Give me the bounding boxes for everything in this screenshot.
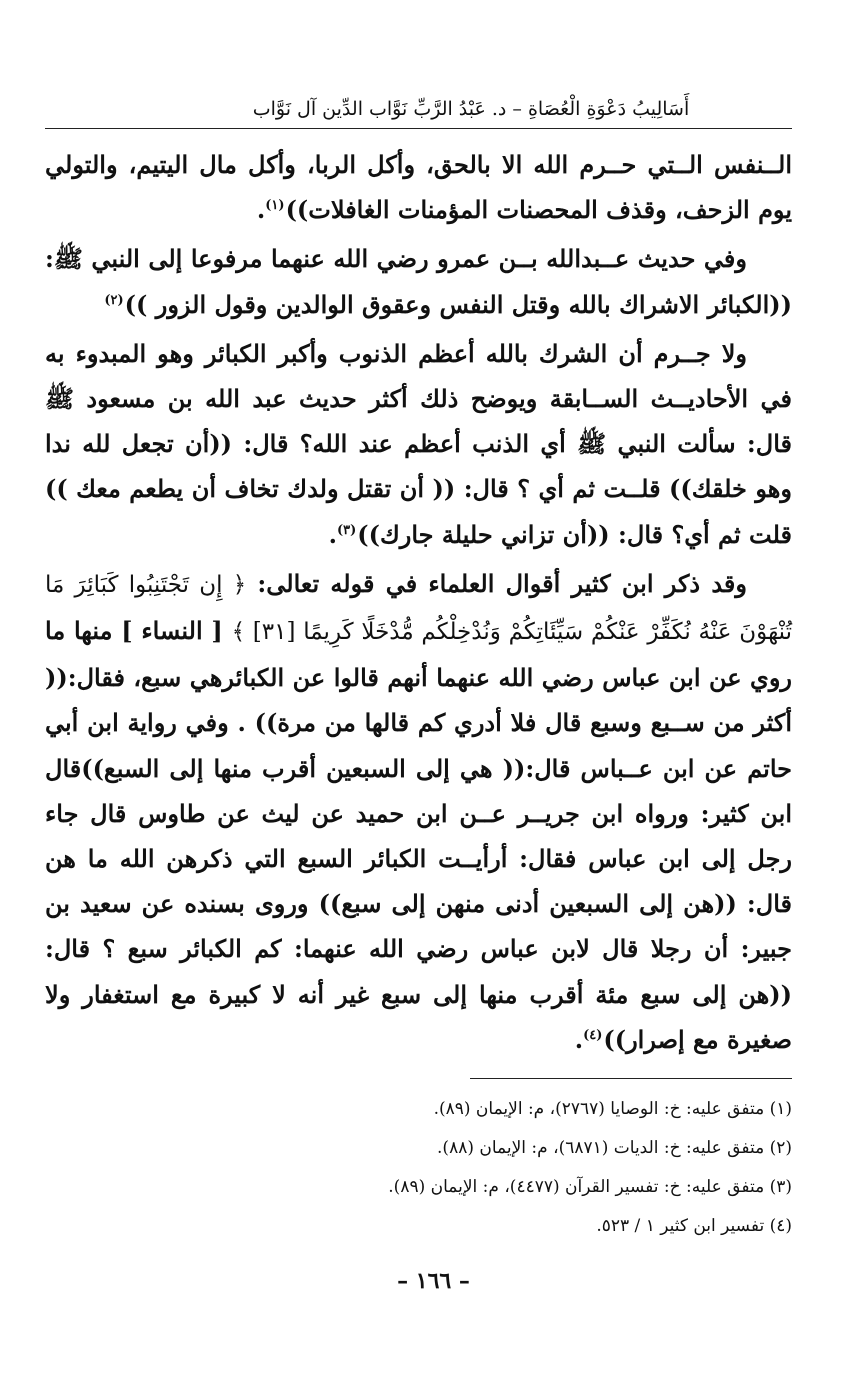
footnote-divider	[470, 1078, 792, 1079]
paragraph-3	[45, 331, 792, 557]
paragraph-1	[45, 142, 792, 232]
running-header: أَسَالِيبُ دَعْوَةِ الْعُصَاةِ – د. عَبْدُ الرَّبِّ نَوَّاب الدِّين آل نَوَّاب	[252, 98, 690, 120]
footnotes	[45, 1090, 792, 1246]
paragraph-4-intro: وقد ذكر ابن كثير أقوال العلماء في قوله تعالى:	[246, 568, 747, 598]
footnote-ref-3: (٣)	[336, 522, 357, 538]
footnote-ref-4: (٤)	[583, 1027, 603, 1043]
paragraph-3-text: ولا جــرم أن الشرك بالله أعظم الذنوب وأكبر الكبائر وهو المبدوء به في الأحاديــث الســابقة ويوضح ذلك أكثر حديث عبد الله بن مسعود ﷺ قال: سألت النبي ﷺ أي الذنب أعظم عند الله؟ قال: ((أن تجعل لله ندا وهو خلقك)) قلــت ثم أي ؟ قال: (( أن تقتل ولدك تخاف أن يطعم معك )) قلت ثم أي؟ قال: ((أن تزاني حليلة جارك))	[45, 338, 792, 549]
paragraph-3-end: .	[328, 519, 337, 549]
footnote-ref-1: (١)	[265, 198, 285, 214]
paragraph-4-text: [ النساء ] منها ما روي عن ابن عباس رضي الله عنهما أنهم قالوا عن الكبائرهي سبع، فقال:(( أكثر من ســبع وسبع قال فلا أدري كم قالها من مرة)) . وفي رواية ابن أبي حاتم عن ابن عــباس قال:(( هي إلى السبعين أقرب منها إلى السبع))قال ابن كثير: ورواه ابن جريــر عــن ابن حميد عن ليث عن طاوس قال جاء رجل إلى ابن عباس فقال: أرأيــت الكبائر السبع التي ذكرهن الله ما هن قال: ((هن إلى السبعين أدنى منهن إلى سبع)) وروى بسنده عن سعيد بن جبير: أن رجلا قال لابن عباس رضي الله عنهما: كم الكبائر سبع ؟ قال: ((هن إلى سبع مئة أقرب منها إلى سبع غير أنه لا كبيرة مع استغفار ولا صغيرة مع إصرار))	[45, 616, 792, 1054]
page-number: – ١٦٦ –	[397, 1268, 470, 1294]
quran-verse: ﴿ إِن تَجْتَنِبُوا كَبَائِرَ مَا تُنْهَوْنَ عَنْهُ نُكَفِّرْ عَنْكُمْ سَيِّئَاتِكُمْ وَنُدْخِلْكُم مُّدْخَلًا كَرِيمًا [٣١] ﴾	[45, 571, 793, 646]
footnote-ref-2: (٢)	[104, 292, 124, 308]
footnote-1: (١) متفق عليه: خ: الوصايا (٢٧٦٧)، م: الإيمان (٨٩).	[433, 1099, 792, 1119]
footnote-2: (٢) متفق عليه: خ: الديات (٦٨٧١)، م: الإيمان (٨٨).	[437, 1138, 792, 1158]
paragraph-4-end: .	[574, 1024, 584, 1054]
paragraph-4	[45, 561, 792, 1062]
header-divider	[45, 128, 792, 129]
main-text	[45, 142, 792, 1062]
paragraph-1-text: الــنفس الــتي حــرم الله الا بالحق، وأكل الربا، وأكل مال اليتيم، والتولي يوم الزحف، وقذف المحصنات المؤمنات الغافلات))	[45, 150, 792, 225]
paragraph-2-text: وفي حديث عــبدالله بــن عمرو رضي الله عنهما مرفوعا إلى النبي ﷺ: ((الكبائر الاشراك بالله وقتل النفس وعقوق الوالدين وقول الزور ))	[45, 244, 792, 319]
paragraph-1-end: .	[256, 195, 266, 225]
footnote-4: (٤) تفسير ابن كثير ١ / ٥٢٣.	[596, 1216, 792, 1236]
paragraph-2	[45, 236, 792, 326]
footnote-3: (٣) متفق عليه: خ: تفسير القرآن (٤٤٧٧)، م: الإيمان (٨٩).	[388, 1177, 792, 1197]
